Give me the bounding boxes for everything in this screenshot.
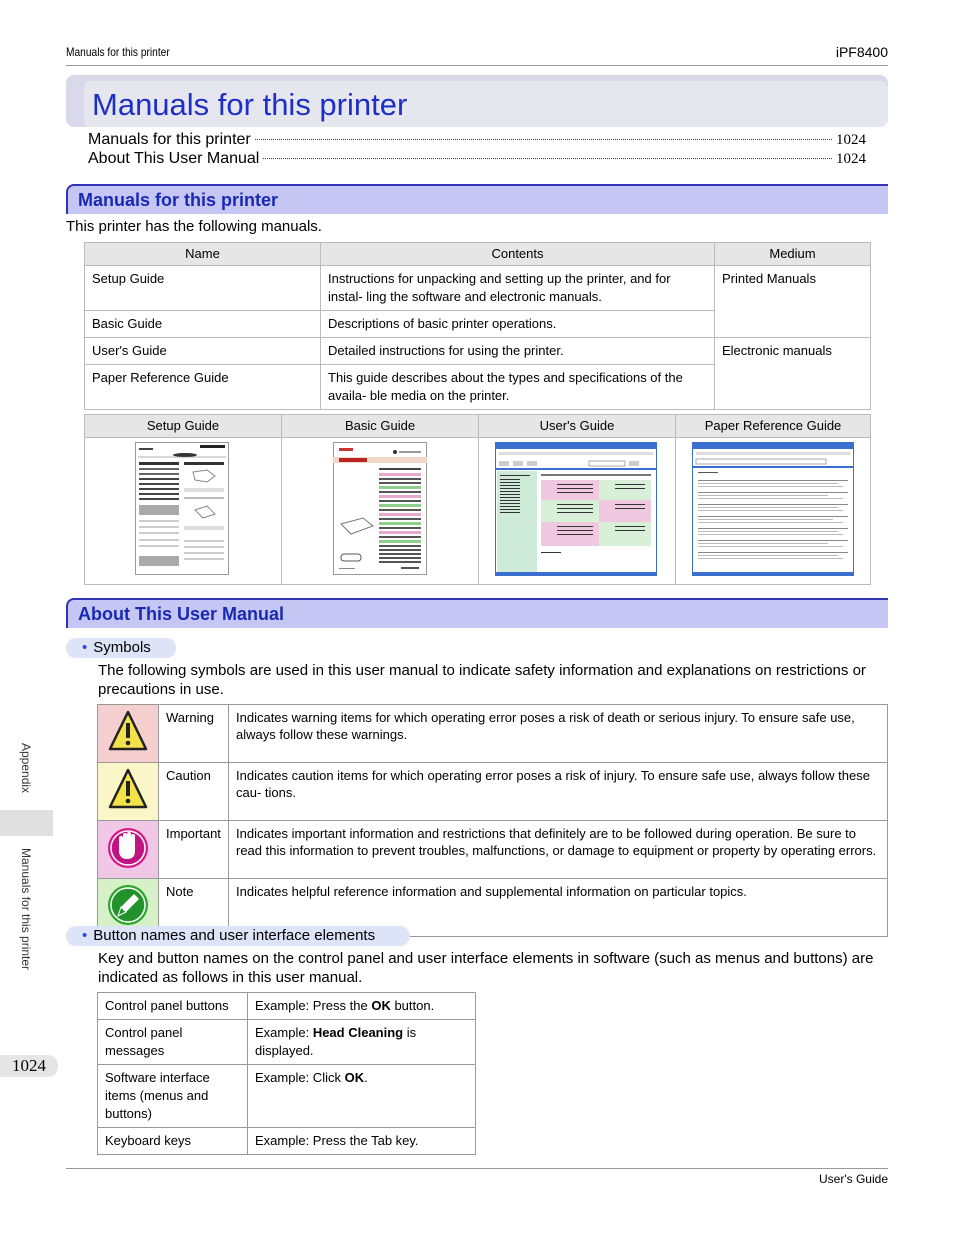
toc-page: 1024	[836, 132, 866, 148]
running-header-right: iPF8400	[835, 44, 888, 60]
table-row: Keyboard keys Example: Press the Tab key.	[98, 1128, 476, 1155]
column-header: Paper Reference Guide	[676, 415, 871, 438]
bullet-heading-buttons: • Button names and user interface elements	[66, 926, 410, 946]
important-hand-icon	[98, 821, 158, 874]
medium-cell: Printed Manuals	[715, 266, 871, 338]
chapter-title-box	[66, 75, 888, 127]
table-row: Note Indicates helpful reference information and supplemental information on particular topics.	[98, 879, 888, 937]
toc-entry[interactable]	[88, 131, 866, 149]
table-row: Warning Indicates warning items for which operating error poses a risk of death or serious injury. To ensure safe use, always follow these warnings.	[98, 705, 888, 763]
toc-label: Manuals for this printer	[88, 131, 251, 148]
section-heading-about: About This User Manual	[66, 598, 888, 628]
covers-table	[84, 414, 871, 585]
basic-guide-cover	[282, 438, 479, 585]
basic-guide-thumbnail	[333, 442, 427, 575]
paper-reference-guide-cover	[676, 438, 871, 585]
table-row: Paper Reference Guide This guide describes about the types and specifications of the availa- ble media on the printer.	[85, 365, 871, 410]
medium-cell: Electronic manuals	[715, 338, 871, 410]
page-title: Manuals for this printer	[92, 87, 408, 122]
paper-reference-guide-thumbnail	[692, 442, 854, 576]
toc-entry[interactable]	[88, 150, 866, 168]
column-header: Contents	[321, 243, 715, 266]
buttons-description: Key and button names on the control panel and user interface elements in software (such as menus and buttons) are indicated as follows in this user manual.	[98, 950, 874, 986]
column-header: User's Guide	[479, 415, 676, 438]
footer-rule	[66, 1168, 888, 1169]
note-pencil-icon	[98, 879, 158, 932]
section-heading-manuals: Manuals for this printer	[66, 184, 888, 214]
column-header: Name	[85, 243, 321, 266]
users-guide-thumbnail	[495, 442, 657, 576]
column-header: Setup Guide	[85, 415, 282, 438]
table-row: Software interface items (menus and buttons) Example: Click OK.	[98, 1065, 476, 1128]
page-number: 1024	[0, 1055, 58, 1077]
symbols-description: The following symbols are used in this user manual to indicate safety information and explanations on restrictions or precautions in use.	[98, 662, 866, 698]
ui-elements-table	[97, 992, 476, 1155]
setup-guide-cover	[85, 438, 282, 585]
toc-page: 1024	[836, 151, 866, 167]
manuals-table	[84, 242, 871, 410]
table-row: Setup Guide Instructions for unpacking and setting up the printer, and for instal- ling the software and electronic manuals. Printed Manuals	[85, 266, 871, 311]
sidebar-tab-appendix[interactable]: Appendix	[19, 743, 33, 794]
bullet-heading-symbols: • Symbols	[66, 638, 176, 658]
bullet-icon: •	[82, 639, 88, 656]
column-header: Medium	[715, 243, 871, 266]
footer-title: User's Guide	[819, 1172, 888, 1186]
header-rule	[66, 65, 888, 66]
table-row: Control panel buttons Example: Press the OK button.	[98, 993, 476, 1020]
toc-label: About This User Manual	[88, 150, 260, 167]
table-row: Important Indicates important information and restrictions that definitely are to be followed during operation. Be sure to read this information to prevent troubles, malfunctions, or damage to equipment or property by operating errors.	[98, 821, 888, 879]
sidebar-tab-manuals[interactable]: Manuals for this printer	[19, 848, 33, 971]
table-row: Caution Indicates caution items for which operating error poses a risk of injury. To ensure safe use, always follow these cau- tions.	[98, 763, 888, 821]
table-row: Basic Guide Descriptions of basic printer operations.	[85, 311, 871, 338]
section-intro: This printer has the following manuals.	[66, 218, 322, 235]
table-row: Control panel messages Example: Head Cleaning is displayed.	[98, 1020, 476, 1065]
column-header: Basic Guide	[282, 415, 479, 438]
sidebar-marker	[0, 810, 53, 836]
setup-guide-thumbnail	[135, 442, 229, 575]
running-header-left: Manuals for this printer	[66, 45, 170, 59]
table-row: User's Guide Detailed instructions for using the printer. Electronic manuals	[85, 338, 871, 365]
caution-icon	[98, 763, 158, 816]
symbols-table	[97, 704, 888, 937]
warning-icon	[98, 705, 158, 758]
bullet-icon: •	[82, 927, 88, 944]
users-guide-cover	[479, 438, 676, 585]
